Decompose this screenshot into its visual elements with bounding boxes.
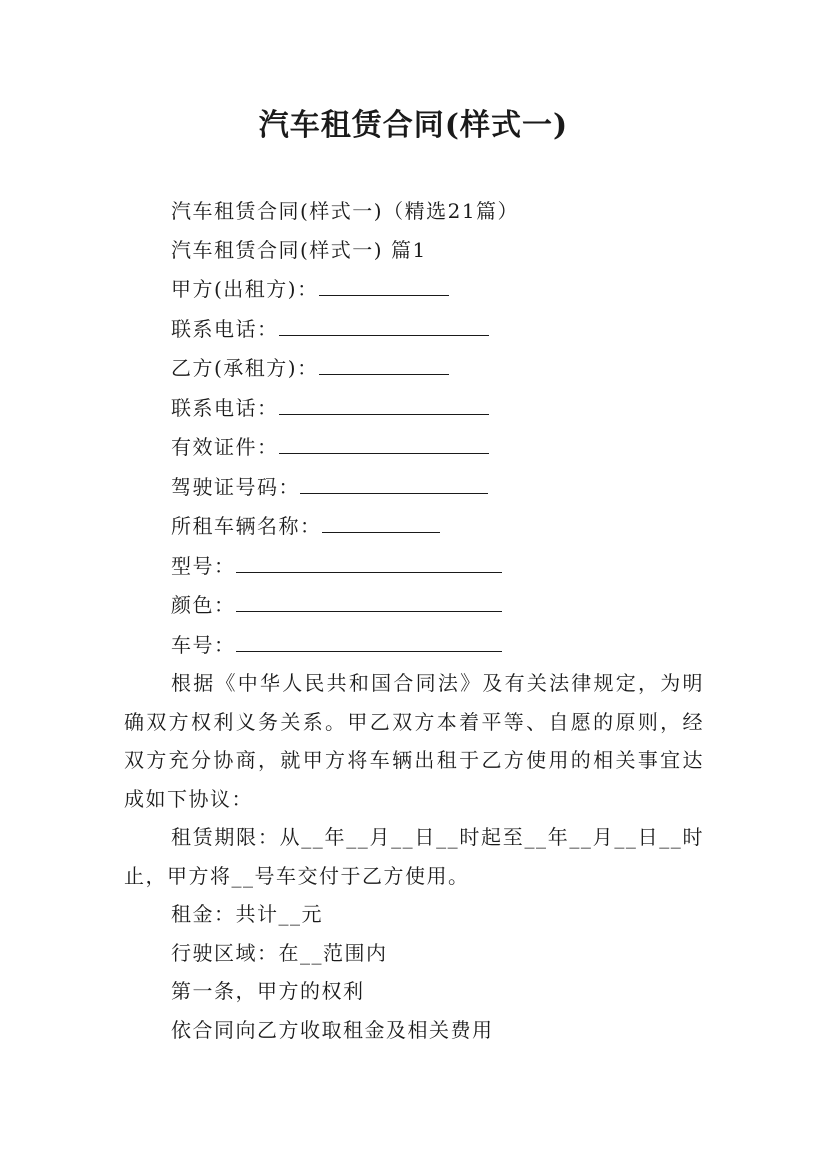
document-title: 汽车租赁合同(样式一) bbox=[258, 108, 569, 143]
field-label: 型号： bbox=[171, 553, 236, 578]
fill-in-blank bbox=[279, 388, 489, 415]
fill-in-blank bbox=[236, 546, 502, 573]
document-body bbox=[124, 192, 704, 1049]
field-lessee-phone bbox=[124, 388, 704, 428]
intro-paragraph: 根据《中华人民共和国合同法》及有关法律规定，为明确双方权利义务关系。甲乙双方本着平等、自愿的原则，经双方充分协商，就甲方将车辆出租于乙方使用的相关事宜达成如下协议： bbox=[124, 671, 704, 811]
field-label: 联系电话： bbox=[171, 395, 279, 420]
field-valid-id bbox=[124, 427, 704, 467]
document-subtitle: 汽车租赁合同(样式一)（精选21篇） bbox=[171, 199, 520, 223]
field-label: 车号： bbox=[171, 632, 236, 657]
fill-in-blank bbox=[236, 625, 502, 652]
field-driver-license bbox=[124, 467, 704, 507]
field-label: 驾驶证号码： bbox=[171, 474, 300, 499]
lease-term-paragraph: 租赁期限：从__年__月__日__时起至__年__月__日__时止，甲方将__号车交付于乙方使用。 bbox=[124, 825, 704, 888]
driving-area-line: 行驶区域：在__范围内 bbox=[171, 940, 388, 965]
rent-line: 租金：共计__元 bbox=[171, 902, 323, 926]
field-color bbox=[124, 585, 704, 625]
field-label: 所租车辆名称： bbox=[171, 514, 322, 538]
fill-in-blank bbox=[319, 348, 449, 375]
fill-in-blank bbox=[300, 467, 488, 494]
field-label: 甲方(出租方)： bbox=[171, 277, 319, 301]
field-label: 联系电话： bbox=[171, 316, 279, 341]
field-lessor bbox=[124, 269, 704, 309]
fill-in-blank bbox=[279, 427, 489, 454]
field-label: 颜色： bbox=[171, 593, 236, 617]
field-lessor-phone bbox=[124, 309, 704, 349]
field-vehicle-name bbox=[124, 506, 704, 546]
field-plate-number bbox=[124, 625, 704, 665]
fill-in-blank bbox=[319, 269, 449, 296]
fill-in-blank bbox=[236, 585, 502, 612]
fill-in-blank bbox=[279, 309, 489, 336]
article-1-heading: 第一条，甲方的权利 bbox=[171, 979, 365, 1003]
section-heading: 汽车租赁合同(样式一) 篇1 bbox=[171, 237, 427, 262]
fill-in-blank bbox=[322, 506, 440, 533]
field-label: 乙方(承租方)： bbox=[171, 356, 319, 380]
field-model bbox=[124, 546, 704, 586]
field-lessee bbox=[124, 348, 704, 388]
article-1-item: 依合同向乙方收取租金及相关费用 bbox=[171, 1017, 494, 1042]
field-label: 有效证件： bbox=[171, 435, 279, 459]
